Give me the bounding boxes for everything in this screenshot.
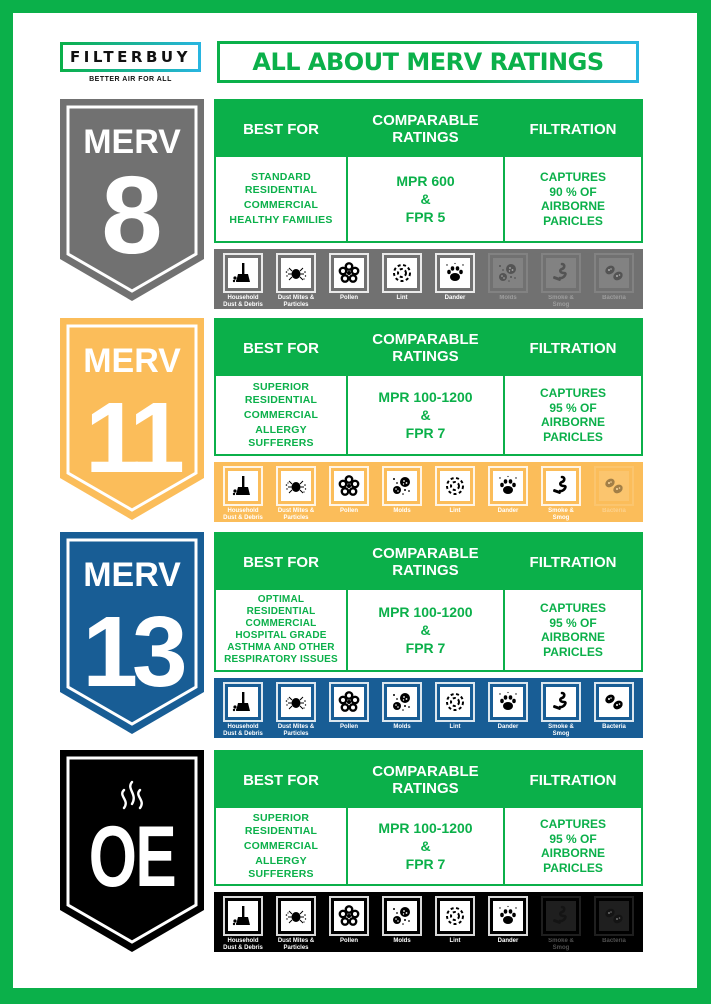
filtration-line: PARICLES [543, 644, 603, 659]
best-for-line: COMMERCIAL [245, 618, 317, 629]
tile-label: Molds [499, 295, 517, 301]
tile-label: Dander [497, 508, 519, 514]
rating-badge [60, 750, 204, 952]
tile-frame [488, 682, 528, 722]
contaminant-tile-dander [432, 253, 478, 302]
tile-label: Smoke & Smog [548, 508, 574, 521]
rating-badge [60, 99, 204, 301]
contaminant-tile-dust-mites [273, 466, 319, 522]
dust-mite-icon [281, 901, 311, 931]
tile-label: Pollen [339, 508, 358, 514]
badge-rating-number: OE [88, 809, 176, 905]
rating-badge [60, 532, 204, 734]
contaminant-tile-lint [432, 466, 478, 515]
tile-label: Lint [449, 508, 461, 514]
tile-frame [382, 896, 422, 936]
comparable-rating-line: MPR 100-1200 [378, 604, 473, 620]
tile-frame [223, 466, 263, 506]
contaminant-icon-strip [214, 678, 643, 738]
badge-rating-number: 13 [82, 596, 182, 708]
best-for-line: ALLERGY [255, 423, 307, 436]
mold-icon [387, 901, 417, 931]
tile-frame [223, 896, 263, 936]
bacteria-icon [599, 258, 629, 288]
tile-label: Smoke & Smog [548, 938, 574, 951]
contaminant-tile-dander [485, 682, 531, 731]
filtration-line: PARICLES [543, 429, 603, 444]
tile-label: Dander [497, 938, 519, 944]
page-title: ALL ABOUT MERV RATINGS [252, 48, 604, 76]
contaminant-tile-smoke [538, 896, 584, 952]
tile-frame [488, 896, 528, 936]
lint-icon [387, 258, 417, 288]
contaminant-tile-dust-mites [273, 896, 319, 952]
tile-label: Smoke & Smog [548, 295, 574, 308]
contaminant-tile-bacteria [591, 896, 637, 945]
contaminant-tile-household [220, 896, 266, 952]
rating-table [214, 99, 643, 243]
cell-comparable-ratings [346, 590, 503, 670]
tile-label: Lint [449, 724, 461, 730]
badge-merv-label: MERV [83, 342, 181, 380]
cell-filtration [503, 590, 641, 670]
tile-frame [594, 682, 634, 722]
filtration-line: 95 % OF [549, 831, 597, 846]
contaminant-tile-molds [379, 896, 425, 945]
filtration-line: CAPTURES [539, 386, 606, 400]
header-filtration: FILTRATION [503, 534, 641, 590]
best-for-line: RESIDENTIAL [244, 824, 318, 837]
best-for-line: STANDARD [251, 171, 311, 183]
contaminant-tile-dust-mites [273, 253, 319, 309]
tile-frame [382, 682, 422, 722]
tile-label: Molds [393, 724, 411, 730]
tile-frame [435, 253, 475, 293]
contaminant-tile-smoke [538, 682, 584, 738]
tile-frame [435, 682, 475, 722]
contaminant-tile-dust-mites [273, 682, 319, 738]
contaminant-icon-strip [214, 249, 643, 309]
broom-icon [228, 471, 258, 501]
cell-comparable-ratings [346, 157, 503, 241]
filtration-line: PARICLES [543, 860, 603, 875]
best-for-line: RESIDENTIAL [246, 606, 316, 617]
logo-text: FILTERBUY [70, 48, 191, 66]
header-comparable-ratings: COMPARABLE RATINGS [346, 752, 503, 808]
filterbuy-logo [60, 42, 201, 72]
contaminant-tile-molds [379, 466, 425, 515]
contaminant-tile-household [220, 253, 266, 309]
header-comparable-ratings: COMPARABLE RATINGS [346, 534, 503, 590]
contaminant-tile-household [220, 466, 266, 522]
best-for-line: RESIDENTIAL [244, 393, 318, 406]
tile-label: Bacteria [602, 295, 626, 301]
badge-merv-label: MERV [83, 556, 181, 594]
tile-frame [276, 253, 316, 293]
tile-label: Household Dust & Debris [223, 938, 263, 951]
dust-mite-icon [281, 687, 311, 717]
cell-filtration [503, 808, 641, 884]
contaminant-tile-bacteria [591, 253, 637, 302]
best-for-line: RESIDENTIAL [244, 184, 318, 196]
dust-mite-icon [281, 471, 311, 501]
header-best-for: BEST FOR [243, 339, 319, 357]
bacteria-icon [599, 901, 629, 931]
contaminant-tile-lint [432, 682, 478, 731]
pollen-icon [334, 258, 364, 288]
comparable-rating-line: FPR 5 [405, 209, 446, 225]
pollen-icon [334, 901, 364, 931]
contaminant-tile-smoke [538, 466, 584, 522]
tile-label: Molds [393, 938, 411, 944]
tile-label: Smoke & Smog [548, 724, 574, 737]
tile-label: Dander [497, 724, 519, 730]
rating-table [214, 532, 643, 672]
cell-best-for [216, 590, 346, 670]
contaminant-tile-molds [485, 253, 531, 302]
tile-frame [488, 253, 528, 293]
contaminant-tile-molds [379, 682, 425, 731]
cell-best-for [216, 376, 346, 454]
contaminant-icon-strip [214, 462, 643, 522]
tile-frame [541, 896, 581, 936]
infographic-page [13, 13, 697, 988]
broom-icon [228, 901, 258, 931]
header-filtration: FILTRATION [503, 752, 641, 808]
cell-comparable-ratings [346, 376, 503, 454]
tile-frame [541, 682, 581, 722]
smoke-icon [546, 258, 576, 288]
tile-frame [541, 253, 581, 293]
broom-icon [228, 687, 258, 717]
tile-label: Household Dust & Debris [223, 295, 263, 308]
header-best-for: BEST FOR [243, 553, 319, 571]
filtration-line: AIRBORNE [540, 415, 605, 429]
tile-frame [223, 682, 263, 722]
smoke-icon [546, 687, 576, 717]
bacteria-icon [599, 471, 629, 501]
cell-comparable-ratings [346, 808, 503, 884]
header-filtration: FILTRATION [503, 320, 641, 376]
paw-icon [493, 471, 523, 501]
comparable-rating-line: & [420, 622, 431, 638]
bacteria-icon [599, 687, 629, 717]
filtration-line: 95 % OF [549, 400, 597, 415]
comparable-rating-line: & [420, 407, 431, 423]
contaminant-tile-dander [485, 466, 531, 515]
filtration-line: 90 % OF [549, 184, 597, 199]
table-body [216, 376, 641, 454]
best-for-line: COMMERCIAL [243, 408, 319, 421]
best-for-line: OPTIMAL [257, 594, 305, 605]
badge-merv-label: MERV [83, 123, 181, 161]
header-comparable-ratings: COMPARABLE RATINGS [346, 101, 503, 157]
tile-frame [329, 682, 369, 722]
lint-icon [440, 901, 470, 931]
tile-label: Lint [449, 938, 461, 944]
cell-filtration [503, 376, 641, 454]
badge-rating-number: 8 [101, 154, 163, 277]
rating-table [214, 318, 643, 456]
paw-icon [493, 901, 523, 931]
tile-label: Bacteria [602, 724, 626, 730]
contaminant-tile-lint [432, 896, 478, 945]
best-for-line: ALLERGY [255, 854, 307, 867]
filtration-line: CAPTURES [539, 170, 606, 184]
comparable-rating-line: FPR 7 [405, 856, 446, 872]
comparable-rating-line: MPR 100-1200 [378, 389, 473, 405]
rating-badge [60, 318, 204, 520]
contaminant-icon-strip [214, 892, 643, 952]
filtration-line: AIRBORNE [540, 846, 605, 860]
header-best-for: BEST FOR [243, 120, 319, 138]
lint-icon [440, 471, 470, 501]
tile-frame [276, 682, 316, 722]
tile-label: Pollen [339, 938, 358, 944]
contaminant-tile-bacteria [591, 466, 637, 515]
tile-frame [276, 896, 316, 936]
contaminant-tile-pollen [326, 682, 372, 731]
best-for-line: COMMERCIAL [243, 199, 319, 211]
tile-frame [382, 466, 422, 506]
contaminant-tile-pollen [326, 466, 372, 515]
table-header [216, 320, 641, 376]
header-comparable-ratings: COMPARABLE RATINGS [346, 320, 503, 376]
header-best-for: BEST FOR [243, 771, 319, 789]
header-filtration: FILTRATION [503, 101, 641, 157]
contaminant-tile-bacteria [591, 682, 637, 731]
mold-icon [493, 258, 523, 288]
tile-label: Dust Mites & Particles [277, 724, 315, 737]
cell-best-for [216, 157, 346, 241]
best-for-line: SUPERIOR [252, 811, 310, 824]
mold-icon [387, 687, 417, 717]
filtration-line: AIRBORNE [540, 630, 605, 644]
tile-label: Molds [393, 508, 411, 514]
logo-tagline: BETTER AIR FOR ALL [89, 76, 172, 83]
tile-label: Pollen [339, 295, 358, 301]
tile-label: Lint [396, 295, 408, 301]
comparable-rating-line: MPR 600 [396, 173, 455, 189]
best-for-line: SUFFERERS [248, 867, 314, 880]
tile-label: Dust Mites & Particles [277, 938, 315, 951]
tile-label: Dander [444, 295, 466, 301]
pollen-icon [334, 471, 364, 501]
table-body [216, 157, 641, 241]
contaminant-tile-pollen [326, 253, 372, 302]
tile-frame [329, 896, 369, 936]
tile-frame [276, 466, 316, 506]
dust-mite-icon [281, 258, 311, 288]
filtration-line: CAPTURES [539, 817, 606, 831]
contaminant-tile-smoke [538, 253, 584, 309]
tile-label: Bacteria [602, 938, 626, 944]
comparable-rating-line: MPR 100-1200 [378, 820, 473, 836]
filtration-line: 95 % OF [549, 615, 597, 630]
tile-label: Dust Mites & Particles [277, 508, 315, 521]
table-header [216, 101, 641, 157]
contaminant-tile-household [220, 682, 266, 738]
filtration-line: PARICLES [543, 213, 603, 228]
table-body [216, 590, 641, 670]
tile-frame [329, 466, 369, 506]
tile-label: Bacteria [602, 508, 626, 514]
best-for-line: HOSPITAL GRADE [235, 630, 327, 641]
cell-filtration [503, 157, 641, 241]
tile-frame [435, 466, 475, 506]
pollen-icon [334, 687, 364, 717]
filtration-line: CAPTURES [539, 601, 606, 615]
best-for-line: RESPIRATORY ISSUES [224, 654, 338, 665]
tile-frame [382, 253, 422, 293]
best-for-line: COMMERCIAL [243, 839, 319, 852]
tile-label: Household Dust & Debris [223, 508, 263, 521]
table-header [216, 534, 641, 590]
tile-label: Household Dust & Debris [223, 724, 263, 737]
paw-icon [440, 258, 470, 288]
best-for-line: ASTHMA AND OTHER [227, 642, 335, 653]
tile-frame [488, 466, 528, 506]
table-body [216, 808, 641, 884]
tile-frame [435, 896, 475, 936]
mold-icon [387, 471, 417, 501]
paw-icon [493, 687, 523, 717]
table-header [216, 752, 641, 808]
comparable-rating-line: & [420, 191, 431, 207]
cell-best-for [216, 808, 346, 884]
smoke-icon [546, 471, 576, 501]
tile-frame [223, 253, 263, 293]
filtration-line: AIRBORNE [540, 199, 605, 213]
tile-frame [541, 466, 581, 506]
tile-frame [329, 253, 369, 293]
badge-rating-number: 11 [85, 382, 179, 494]
rating-table [214, 750, 643, 886]
tile-frame [594, 253, 634, 293]
broom-icon [228, 258, 258, 288]
contaminant-tile-dander [485, 896, 531, 945]
best-for-line: SUFFERERS [248, 436, 314, 449]
contaminant-tile-pollen [326, 896, 372, 945]
tile-label: Pollen [339, 724, 358, 730]
tile-frame [594, 466, 634, 506]
tile-frame [594, 896, 634, 936]
contaminant-tile-lint [379, 253, 425, 302]
page-title-box [217, 41, 639, 83]
comparable-rating-line: FPR 7 [405, 640, 446, 656]
comparable-rating-line: FPR 7 [405, 425, 446, 441]
tile-label: Dust Mites & Particles [277, 295, 315, 308]
comparable-rating-line: & [420, 838, 431, 854]
lint-icon [440, 687, 470, 717]
best-for-line: SUPERIOR [252, 380, 310, 393]
smoke-icon [546, 901, 576, 931]
best-for-line: HEALTHY FAMILIES [229, 214, 333, 226]
